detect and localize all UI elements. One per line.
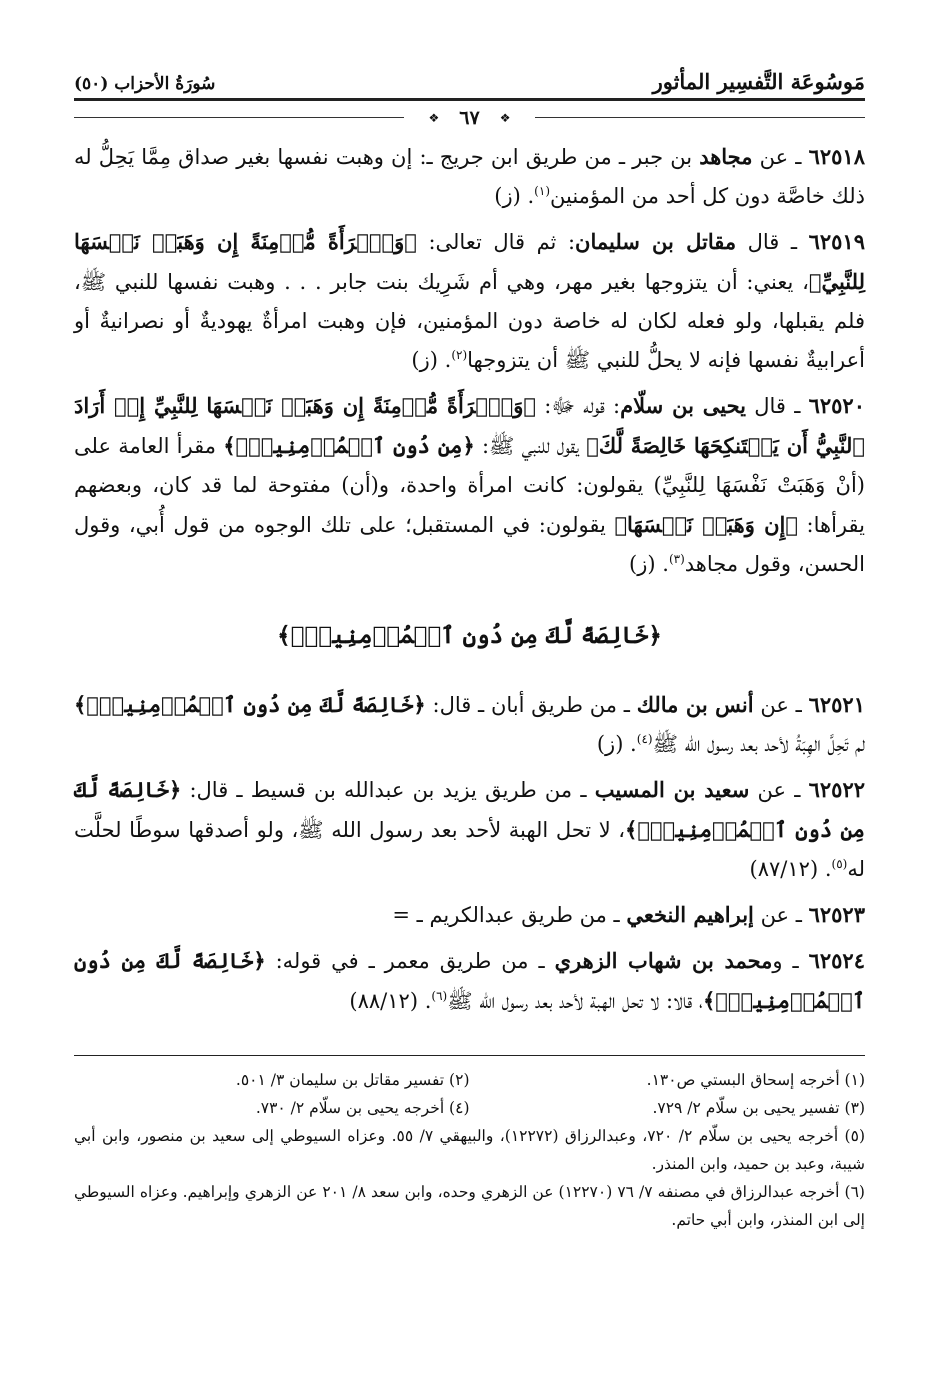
footnote: (٢) تفسير مقاتل بن سليمان ٣/ ٥٠١.	[235, 1071, 470, 1089]
entry-text: ـ قال	[746, 394, 809, 418]
entry-text: : قوله ﷻ:	[536, 394, 621, 418]
entry-text: ، لا تحل الهبة لأحد بعد رسول الله ﷺ، ولو أصدقها سوطًا لحلَّت له	[74, 818, 865, 881]
surah-title: سُورَةُ الأحزاب (٥٠)	[74, 74, 216, 94]
entry-text: ـ عن	[752, 145, 809, 169]
entry-text: بن جبر ـ من طريق ابن جريج ـ: إن وهبت نفسها بغير صداق مِمَّا يَحِلُّ له ذلك خاصَّة دون كل أحد من المؤمنين	[74, 145, 865, 208]
narrator-name: يحيى بن سلّام	[620, 393, 747, 418]
footnote-ref[interactable]: (٢)	[451, 348, 468, 362]
footnote: (٥) أخرجه يحيى بن سلّام ٢/ ٧٢٠، وعبدالرزاق (١٢٢٧٢)، والبيهقي ٧/ ٥٥. وعزاه السيوطي إلى سعيد بن منصور، وابن أبي شيبة، وعبد بن حميد، وابن المنذر.	[74, 1127, 865, 1173]
quran-quote: ﴿إِن وَهَبَتۡ نَفۡسَهَا﴾	[614, 512, 798, 537]
entry-text: يقول للنبي ﷺ:	[474, 434, 587, 458]
narrator-name: مجاهد	[699, 144, 753, 169]
quran-quote: ﴿وَٱمۡرَأَةً مُّؤۡمِنَةً إِن وَهَبَتۡ نَفۡسَهَا لِلنَّبِيِّ إِنۡ أَرَادَ ٱلنَّبِيُّ أَن يَسۡتَنكِحَهَا خَالِصَةً لَّكَ﴾	[74, 393, 865, 458]
entry-text: ، قالا: لا تحل الهبة لأحد بعد رسول الله ﷺ	[447, 989, 703, 1013]
quran-quote: ﴿خَالِصَةً لَّكَ مِن دُونِ ٱلۡمُؤۡمِنِينَۗ﴾	[74, 948, 865, 1013]
entry-text: ـ عن	[749, 778, 809, 802]
ornament-rule-left	[74, 117, 404, 118]
hadith-entry	[74, 895, 865, 935]
page-number: ٦٧	[441, 107, 497, 129]
narrator-name: محمد بن شهاب الزهري	[554, 948, 773, 973]
entry-text: . (٨٧/١٢)	[749, 857, 832, 881]
footnote-row	[74, 1094, 865, 1122]
entry-text: ـ من طريق أبان ـ قال:	[425, 693, 637, 717]
hadith-entry	[74, 770, 865, 889]
footnote: (٤) أخرجه يحيى بن سلّام ٢/ ٧٣٠.	[255, 1099, 470, 1117]
ornament-icon: ❖	[499, 111, 511, 125]
entry-text: . (ز)	[629, 552, 669, 576]
entry-text: يقولون: في المستقبل؛ على تلك الوجوه من قول أُبي، وقول الحسن، وقول مجاهد	[74, 513, 865, 576]
hadith-entry	[74, 137, 865, 216]
entry-text: ، يعني: أن يتزوجها بغير مهر، وهي أم شَرِيك بنت جابر . . . وهبت نفسها للنبي ﷺ، فلم يقبلها، ولو فعله لكان له خاصة دون المؤمنين، فإن وهبت امرأةٌ يهوديةٌ أو نصرانيةٌ أو أعرابيةٌ نفسها فإنه لا يحلُّ للنبي ﷺ أن يتزوجها	[74, 270, 865, 372]
hadith-entry	[74, 941, 865, 1021]
entry-text: . (ز)	[494, 184, 535, 208]
entry-number: ٦٢٥٢٢	[808, 777, 866, 802]
footnote-row	[74, 1066, 865, 1094]
entry-text: : ثم قال تعالى:	[416, 230, 576, 254]
narrator-name: سعيد بن المسيب	[594, 777, 750, 802]
page-number-row	[74, 103, 865, 133]
entry-text: . (ز)	[596, 732, 637, 756]
book-title: مَوسُوعَة التَّفسِير المأثور	[652, 69, 865, 94]
hadith-entry	[74, 685, 865, 764]
entry-text: ـ من طريق معمر ـ في قوله:	[265, 949, 555, 973]
footnote-ref[interactable]: (٤)	[636, 732, 653, 746]
entry-number: ٦٢٥٢٤	[808, 948, 865, 973]
quran-quote: ﴿وَٱمۡرَأَةً مُّؤۡمِنَةً إِن وَهَبَتۡ نَفۡسَهَا لِلنَّبِيِّ﴾	[74, 229, 865, 294]
entry-text: ـ عن	[753, 903, 809, 927]
footnote: (٦) أخرجه عبدالرزاق في مصنفه ٧/ ٧٦ (١٢٢٧٠) عن الزهري وحده، وابن سعد ٨/ ٢٠١ عن الزهري وإبراهيم. وعزاه السيوطي إلى ابن المنذر، وابن أبي حاتم.	[74, 1183, 865, 1229]
entry-text: ـ من طريق يزيد بن عبدالله بن قسيط ـ قال:	[181, 778, 595, 802]
entry-text: ـ عن	[753, 693, 809, 717]
running-header	[74, 64, 865, 101]
entry-number: ٦٢٥١٨	[808, 144, 865, 169]
entry-text: ـ من طريق عبدالكريم ـ =	[392, 903, 627, 927]
section-heading: ﴿خَالِصَةً لَّكَ مِن دُونِ ٱلۡمُؤۡمِنِينَۗ﴾	[277, 622, 662, 649]
ornament-rule-right	[535, 117, 865, 118]
quran-quote: ﴿خَالِصَةً لَّكَ مِن دُونِ ٱلۡمُؤۡمِنِينَۗ﴾	[74, 692, 426, 717]
hadith-entry	[74, 222, 865, 380]
hadith-entry	[74, 386, 865, 584]
entry-text: ـ قال	[736, 230, 809, 254]
quran-quote: ﴿خَالِصَةً لَّكَ مِن دُونِ ٱلۡمُؤۡمِنِينَۗ﴾	[74, 777, 865, 842]
footnote: (٣) تفسير يحيى بن سلّام ٢/ ٧٢٩.	[652, 1099, 865, 1117]
entry-text: . (٨٨/١٢)	[349, 989, 432, 1013]
quran-quote: ﴿مِن دُونِ ٱلۡمُؤۡمِنِينَۗ﴾	[223, 433, 475, 458]
entry-text: . (ز)	[411, 348, 452, 372]
footnote-ref[interactable]: (٥)	[831, 857, 848, 871]
footnote-ref[interactable]: (١)	[534, 184, 550, 198]
entry-number: ٦٢٥٢٠	[808, 393, 865, 418]
entry-number: ٦٢٥٢٣	[808, 902, 865, 927]
ornament-icon: ❖	[428, 111, 440, 125]
footnote: (١) أخرجه إسحاق البستي ص١٣٠.	[646, 1071, 865, 1089]
narrator-name: مقاتل بن سليمان	[575, 229, 737, 254]
footnote-ref[interactable]: (٦)	[431, 989, 448, 1003]
entry-text: مقرأ العامة على (أنْ وَهَبَتْ نَفْسَهَا لِلنَّبِيِّ) يقولون: كانت امرأة واحدة، و(أن) مفتوحة لما قد كان، وبعضهم يقرأها:	[74, 434, 865, 537]
narrator-name: إبراهيم النخعي	[626, 902, 754, 927]
footnotes	[74, 1055, 865, 1234]
entry-text: ـ و	[772, 949, 809, 973]
narrator-name: أنس بن مالك	[636, 692, 754, 717]
footnote-ref[interactable]: (٣)	[668, 552, 685, 566]
entry-number: ٦٢٥٢١	[808, 692, 865, 717]
entry-number: ٦٢٥١٩	[808, 229, 865, 254]
entry-text: لم تَحِلَّ الهِبَةُ لأحد بعد رسول الله ﷺ	[652, 732, 865, 756]
